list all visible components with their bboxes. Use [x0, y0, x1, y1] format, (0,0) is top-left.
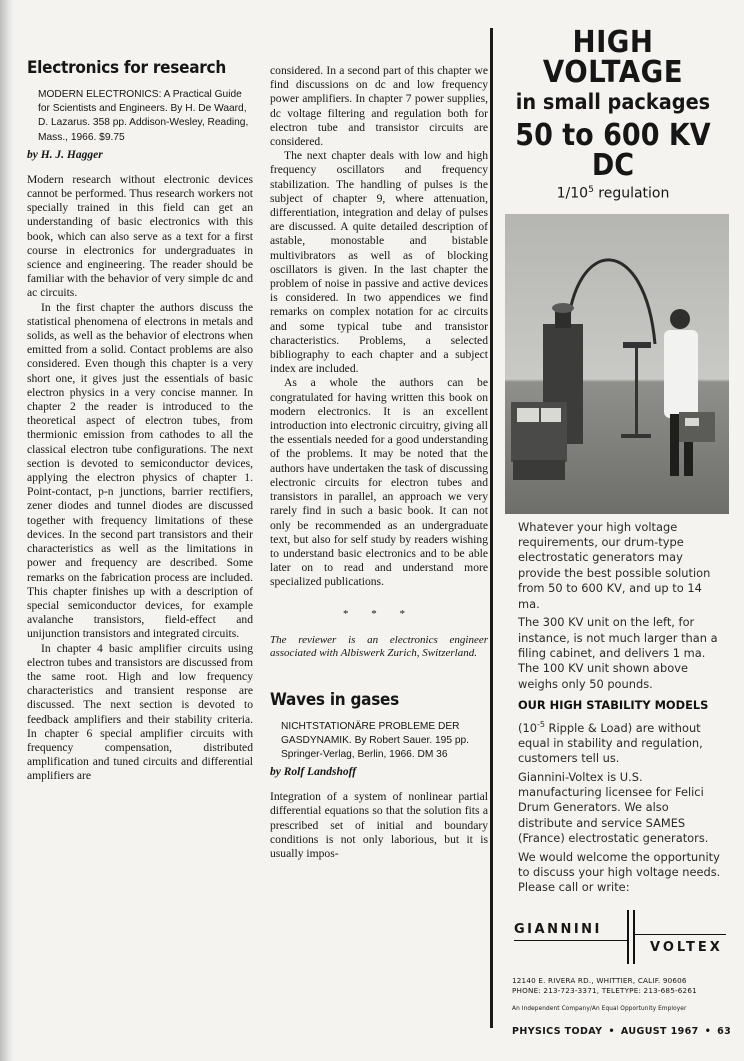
- ad-paragraph: Giannini-Voltex is U.S. manufacturing licensee for Felici Drum Generators. We also distribute and service SAMES (France) electrostatic generators.: [518, 769, 709, 846]
- review1-paragraph: Modern research without electronic devices cannot be performed. Thus research workers not specially trained in this field can get an understanding of basic electronics with this book, which can also serve as a text for a first course in electronics for undergraduates in science and engineering. The reader should be familiar with the behavior of very simple dc and ac circuits.: [27, 172, 253, 300]
- regulation-base: 1/10: [556, 185, 589, 202]
- page-number: 63: [717, 1026, 732, 1037]
- review1-byline: by H. J. Hagger: [27, 148, 103, 161]
- review2-book-info: NICHTSTATIONÄRE PROBLEME DER GASDYNAMIK. By Robert Sauer. 195 pp. Springer-Verlag, Berlin, 1966. DM 36: [281, 720, 469, 760]
- ad-copy: [518, 520, 724, 896]
- review1-paragraph: considered. In a second part of this chapter we find discussions on dc and low frequency power amplifiers. In chapter 7 power supplies, dc voltage filtering and regulation both for electron tube and transistor circuits are considered.: [270, 64, 488, 149]
- address-line: 12140 E. RIVERA RD., WHITTIER, CALIF. 90606: [512, 975, 687, 985]
- review1-body: [27, 173, 253, 784]
- logo-bar: [633, 910, 635, 964]
- page-edge-shadow: [0, 0, 14, 1061]
- ad-subheadline: in small packages: [515, 90, 711, 114]
- section-stars: * * *: [343, 607, 415, 620]
- ad-headline: HIGH VOLTAGE: [542, 25, 684, 90]
- models-paragraph: [518, 717, 724, 767]
- review-column-2: [270, 64, 488, 861]
- advertisement: [496, 25, 730, 1012]
- company-address: [512, 976, 730, 996]
- review2-paragraph: Integration of a system of nonlinear partial differential equations so that the solution fits a prescribed set of initial and boundary conditions is not only laborious, but it is usually impos-: [270, 790, 488, 860]
- regulation-word: regulation: [593, 185, 670, 202]
- logo-giannini: GIANNINI: [514, 921, 602, 937]
- review1-paragraph: As a whole the authors can be congratulated for having written this book on modern electronics. It is an excellent introduction into electronic circuitry, giving all the essentials needed for a good understanding of the problems. It may be noted that the authors have undertaken the task of discussing electronic circuits for electron tubes and transistors in parallel, an approach we very rarely find in such a basic book. It can not only be recommended as an undergraduate text, but also for self study by readers wishing to understand basic electronics and to be able later on to read and understand more specialized publications.: [270, 376, 488, 589]
- logo-rule-left: [514, 940, 627, 942]
- review1-heading: Electronics for research: [27, 58, 226, 78]
- page-footer: [512, 1026, 731, 1037]
- review2-byline: by Rolf Landshoff: [270, 766, 357, 779]
- footer-separator: •: [704, 1026, 712, 1037]
- ad-voltage-range: 50 to 600 KV DC: [515, 118, 711, 183]
- review-column-1: [27, 58, 253, 784]
- ad-regulation: [496, 185, 730, 202]
- generator-photo-illustration: [505, 214, 729, 514]
- models-exponent: -5: [536, 719, 545, 729]
- review1-book-info: MODERN ELECTRONICS: A Practical Guide for Scientists and Engineers. By H. De Waard, D. Lazarus. 358 pp. Addison-Wesley, Reading, Mass., 1966. $9.75: [38, 89, 249, 143]
- models-heading: OUR HIGH STABILITY MODELS: [518, 698, 709, 713]
- ad-divider: [490, 28, 493, 1028]
- generator-photo: [505, 214, 729, 514]
- journal-name: PHYSICS TODAY: [512, 1026, 603, 1037]
- ad-paragraph: We would welcome the opportunity to discuss your high voltage needs. Please call or write:: [518, 849, 721, 895]
- review1-paragraph: In the first chapter the authors discuss the statistical phenomena of electrons in metals and solids, as well as the behavior of electrons when emitted from a solid. Contact problems are also considered. Even though this chapter is a very short one, it gives just the essentials of basic electron physics in a very concise manner. In chapter 2 the reader is introduced to the theoretical aspect of electron tubes, from thermionic emission from cathodes to all the classical electron tube configurations. The next section is devoted to semiconductor devices, applying the electron physics of chapter 1. Point-contact, p-n junctions, barrier rectifiers, zener diodes and tunnel diodes are discussed together with frequency limitations of these devices. In the second part transistors and their characteristics as well as the limitations in power and frequency are described. Some remarks on the fabrication process are included. This chapter finishes up with a description of special semiconductor devices, for example avalanche transistors, field-effect and unijunction transistors and integrated circuits.: [27, 300, 253, 641]
- footer-separator: •: [608, 1026, 615, 1037]
- review1-paragraph: The next chapter deals with low and high frequency oscillators and frequency stabilization. The handling of pulses is the subject of chapter 9, where attenuation, differentiation, integration and delay of pulses are discussed. A quite detailed description of astable, monostable and bistable multivibrators as well as of blocking oscillators is given. In the last chapter the problem of noise in passive and active devices is considered. In two appendices we find remarks on complex notation for ac circuits and some typical tube and transistor characteristics. Problems, a selected bibliography to each chapter and a subject index are included.: [270, 149, 488, 376]
- reviewer-note: The reviewer is an electronics engineer associated with Albiswerk Zurich, Switzerland.: [270, 633, 488, 659]
- equal-opportunity-line: An Independent Company/An Equal Opportunity Employer: [512, 1005, 687, 1012]
- phone-line: PHONE: 213-723-3371, TELETYPE: 213-685-6261: [512, 985, 697, 995]
- regulation-exponent: 5: [588, 185, 594, 195]
- review2-heading: Waves in gases: [270, 689, 399, 710]
- review1-body-continued: [270, 64, 488, 590]
- logo-bar: [627, 910, 629, 964]
- giannini-voltex-logo: [514, 910, 726, 964]
- models-post: Ripple & Load) are without equal in stability and regulation, customers tell us.: [518, 720, 703, 766]
- issue-date: AUGUST 1967: [620, 1026, 699, 1037]
- review2-body: [270, 790, 488, 861]
- review1-paragraph: In chapter 4 basic amplifier circuits using electron tubes and transistors are discussed from the same root. High and low frequency characteristics and transient response are discussed. The next section is devoted to feedback amplifiers and their stability criteria. In chapter 6 special amplifier circuits with frequency compensation, distributed amplification and tuned circuits and differential amplifiers are: [27, 641, 253, 783]
- ad-paragraph: Whatever your high voltage requirements, our drum-type electrostatic generators may provide the best possible solution from 50 to 600 KV, and up to 14 ma.: [518, 519, 711, 611]
- logo-voltex: VOLTEX: [650, 939, 723, 955]
- ad-paragraph: The 300 KV unit on the left, for instance, is not much larger than a filing cabinet, and delivers 1 ma. The 100 KV unit shown above weighs only 50 pounds.: [518, 615, 718, 691]
- logo-rule-right: [635, 934, 726, 936]
- models-pre: (10: [518, 720, 537, 735]
